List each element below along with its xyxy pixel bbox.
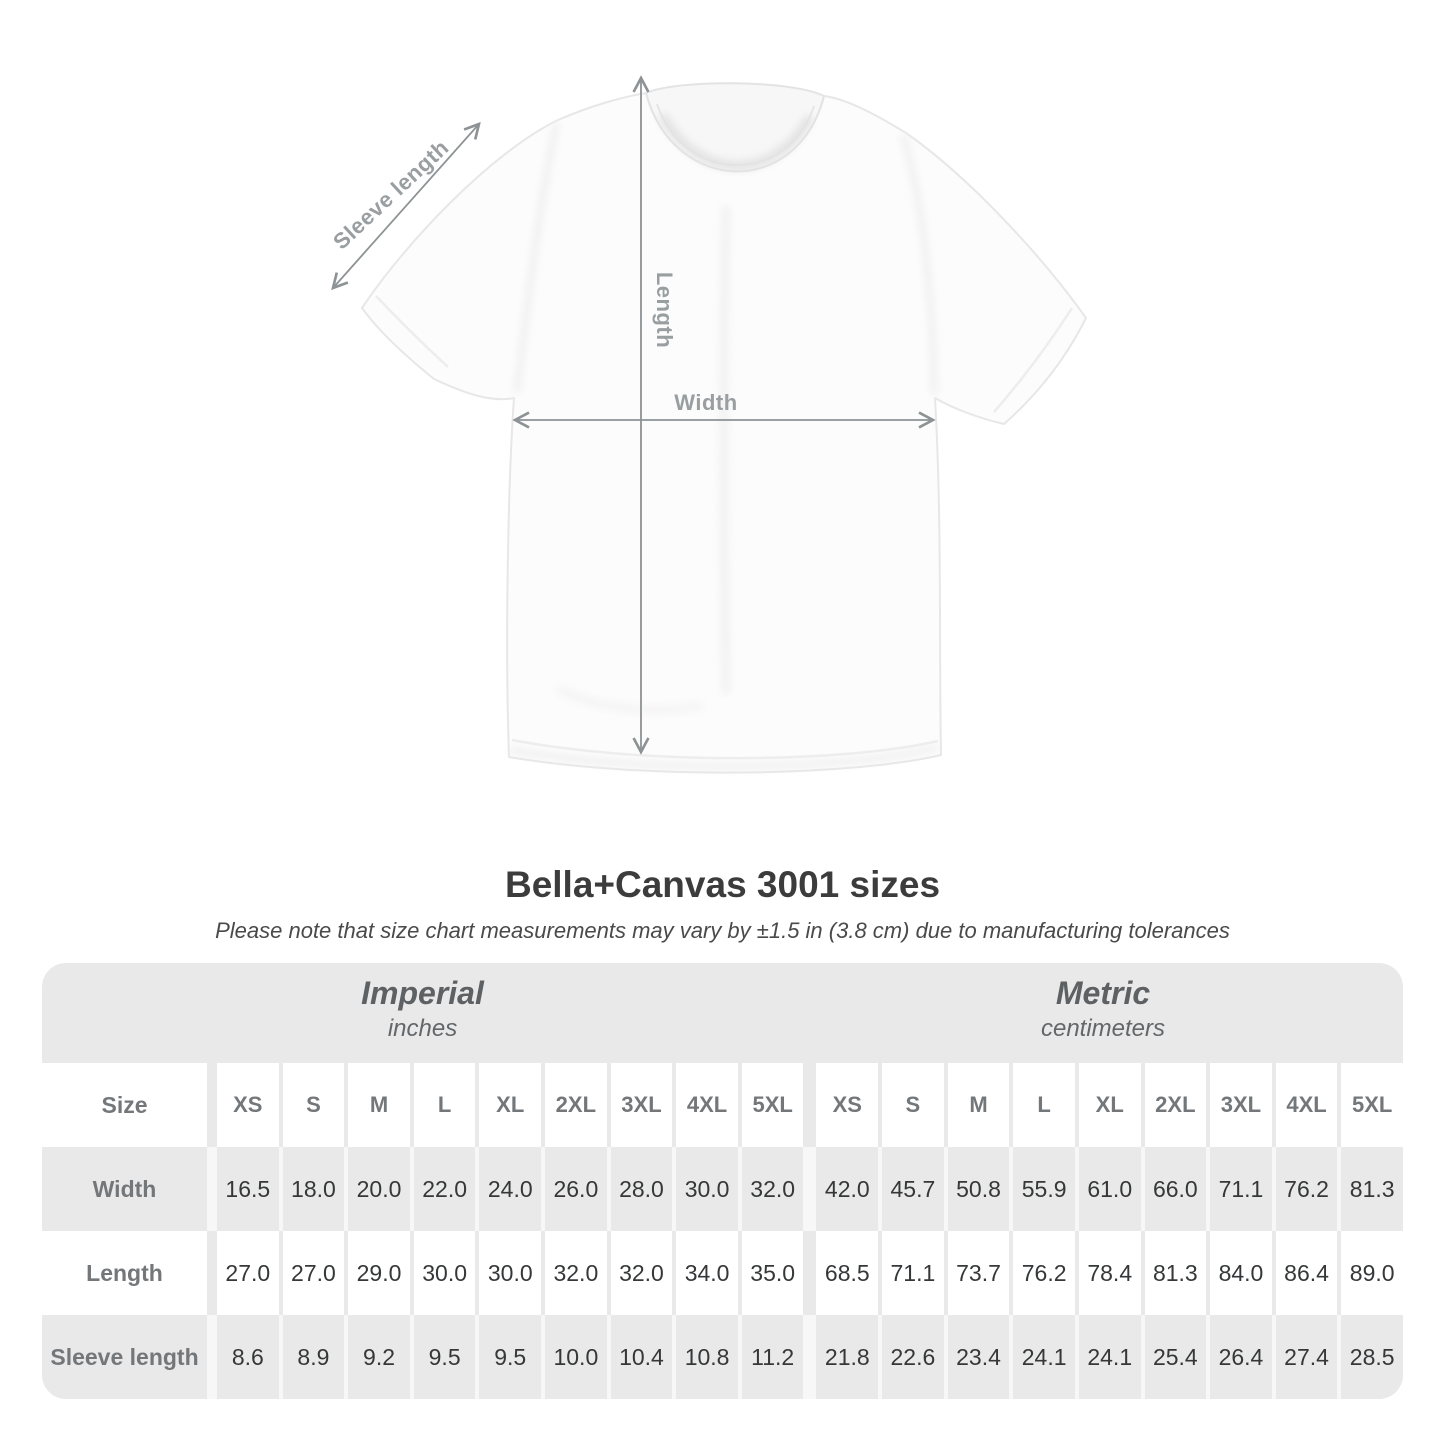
size-col-header: XS xyxy=(816,1063,878,1147)
length-value: 32.0 xyxy=(545,1231,607,1315)
imperial-group-unit: inches xyxy=(387,1015,458,1042)
sleeve-length-value: 11.2 xyxy=(742,1315,804,1399)
sleeve-length-value: 9.5 xyxy=(479,1315,541,1399)
size-col-header: 4XL xyxy=(676,1063,738,1147)
width-value: 61.0 xyxy=(1079,1147,1141,1231)
length-value: 35.0 xyxy=(742,1231,804,1315)
length-value: 30.0 xyxy=(479,1231,541,1315)
width-value: 20.0 xyxy=(348,1147,410,1231)
size-col-header: S xyxy=(882,1063,944,1147)
width-value: 55.9 xyxy=(1013,1147,1075,1231)
size-col-header: 2XL xyxy=(545,1063,607,1147)
metric-group-unit: centimeters xyxy=(1040,1015,1166,1042)
sleeve-length-value: 10.4 xyxy=(611,1315,673,1399)
size-col-header: XS xyxy=(217,1063,279,1147)
length-value: 27.0 xyxy=(217,1231,279,1315)
width-value: 32.0 xyxy=(742,1147,804,1231)
length-value: 30.0 xyxy=(414,1231,476,1315)
width-value: 42.0 xyxy=(816,1147,878,1231)
length-value: 78.4 xyxy=(1079,1231,1141,1315)
size-col-header: L xyxy=(1013,1063,1075,1147)
imperial-group-name: Imperial xyxy=(361,975,484,1011)
row-header-length: Length xyxy=(42,1231,207,1315)
sleeve-length-value: 8.6 xyxy=(217,1315,279,1399)
row-header-size: Size xyxy=(42,1063,207,1147)
size-col-header: 2XL xyxy=(1145,1063,1207,1147)
metric-group-name: Metric xyxy=(1055,975,1151,1011)
size-col-header: S xyxy=(283,1063,345,1147)
size-col-header: L xyxy=(414,1063,476,1147)
sleeve-length-value: 24.1 xyxy=(1079,1315,1141,1399)
width-value: 26.0 xyxy=(545,1147,607,1231)
width-value: 16.5 xyxy=(217,1147,279,1231)
size-col-header: M xyxy=(948,1063,1010,1147)
unit-group-band xyxy=(42,963,1403,1063)
sleeve-length-value: 23.4 xyxy=(948,1315,1010,1399)
metric-group-header xyxy=(803,963,1403,1063)
length-label: Length xyxy=(652,271,677,349)
width-value: 24.0 xyxy=(479,1147,541,1231)
width-value: 30.0 xyxy=(676,1147,738,1231)
length-value: 34.0 xyxy=(676,1231,738,1315)
table-row-sleeve-length xyxy=(42,1315,1403,1399)
imperial-group-header xyxy=(42,963,803,1063)
sleeve-length-value: 9.2 xyxy=(348,1315,410,1399)
table-row-width xyxy=(42,1147,1403,1231)
sleeve-length-value: 21.8 xyxy=(816,1315,878,1399)
length-value: 84.0 xyxy=(1210,1231,1272,1315)
length-value: 27.0 xyxy=(283,1231,345,1315)
size-col-header: 5XL xyxy=(1341,1063,1403,1147)
sleeve-length-value: 8.9 xyxy=(283,1315,345,1399)
tolerance-note: Please note that size chart measurements may vary by ±1.5 in (3.8 cm) due to manufacturing tolerances xyxy=(215,918,1230,943)
length-value: 76.2 xyxy=(1013,1231,1075,1315)
sleeve-length-value: 9.5 xyxy=(414,1315,476,1399)
length-value: 81.3 xyxy=(1145,1231,1207,1315)
width-value: 28.0 xyxy=(611,1147,673,1231)
table-row-size xyxy=(42,1063,1403,1147)
row-header-width: Width xyxy=(42,1147,207,1231)
length-value: 89.0 xyxy=(1341,1231,1403,1315)
sleeve-length-value: 28.5 xyxy=(1341,1315,1403,1399)
size-col-header: XL xyxy=(479,1063,541,1147)
size-col-header: 3XL xyxy=(611,1063,673,1147)
row-header-sleeve-length: Sleeve length xyxy=(42,1315,207,1399)
size-col-header: M xyxy=(348,1063,410,1147)
length-value: 71.1 xyxy=(882,1231,944,1315)
length-value: 86.4 xyxy=(1276,1231,1338,1315)
sleeve-length-label: Sleeve length xyxy=(328,134,454,255)
sleeve-length-value: 26.4 xyxy=(1210,1315,1272,1399)
sleeve-length-value: 22.6 xyxy=(882,1315,944,1399)
width-value: 81.3 xyxy=(1341,1147,1403,1231)
page-title: Bella+Canvas 3001 sizes xyxy=(504,864,941,905)
width-value: 50.8 xyxy=(948,1147,1010,1231)
sleeve-length-value: 24.1 xyxy=(1013,1315,1075,1399)
width-value: 76.2 xyxy=(1276,1147,1338,1231)
width-value: 18.0 xyxy=(283,1147,345,1231)
length-value: 29.0 xyxy=(348,1231,410,1315)
length-value: 73.7 xyxy=(948,1231,1010,1315)
width-value: 45.7 xyxy=(882,1147,944,1231)
length-value: 68.5 xyxy=(816,1231,878,1315)
size-col-header: 3XL xyxy=(1210,1063,1272,1147)
sleeve-length-value: 10.0 xyxy=(545,1315,607,1399)
width-value: 66.0 xyxy=(1145,1147,1207,1231)
sleeve-length-value: 25.4 xyxy=(1145,1315,1207,1399)
size-col-header: 5XL xyxy=(742,1063,804,1147)
width-value: 71.1 xyxy=(1210,1147,1272,1231)
size-col-header: 4XL xyxy=(1276,1063,1338,1147)
sleeve-length-value: 27.4 xyxy=(1276,1315,1338,1399)
table-row-length xyxy=(42,1231,1403,1315)
width-value: 22.0 xyxy=(414,1147,476,1231)
size-table xyxy=(42,963,1403,1399)
width-label: Width xyxy=(674,390,738,415)
size-col-header: XL xyxy=(1079,1063,1141,1147)
sleeve-length-value: 10.8 xyxy=(676,1315,738,1399)
length-value: 32.0 xyxy=(611,1231,673,1315)
